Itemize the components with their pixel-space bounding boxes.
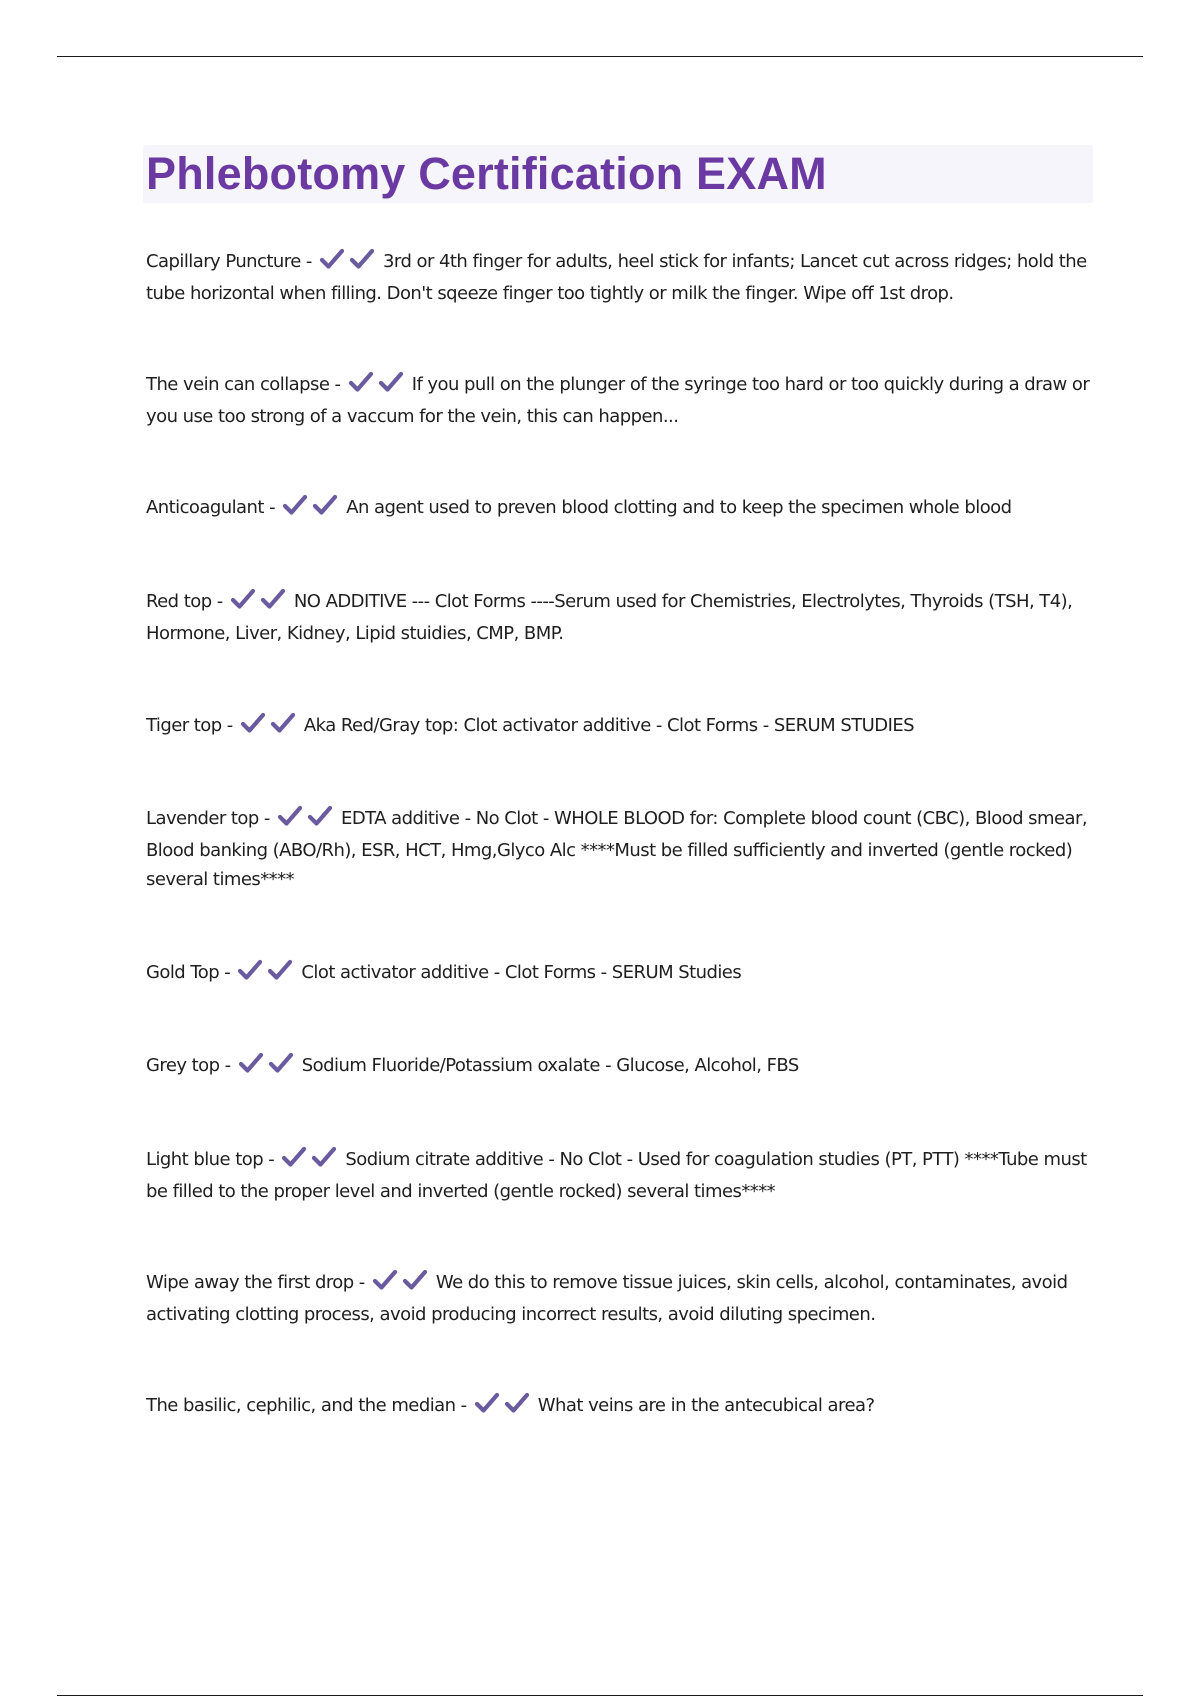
check-mark-path [405, 1272, 425, 1288]
check-icon [474, 1392, 500, 1414]
check-mark-path [270, 962, 290, 978]
double-check-icon [319, 248, 379, 279]
check-icon [281, 1146, 307, 1168]
check-icon [270, 712, 296, 734]
double-check-icon [474, 1392, 534, 1423]
check-mark-path [315, 497, 335, 513]
check-icon [504, 1392, 530, 1414]
entry-separator: - [219, 962, 236, 983]
flashcard-entry [146, 1051, 1098, 1083]
check-icon [267, 959, 293, 981]
check-icon [348, 371, 374, 393]
entry-term: Grey top [146, 1055, 220, 1076]
entry-definition: An agent used to preven blood clotting and to keep the specimen whole blood [346, 497, 1012, 518]
check-mark-path [271, 1055, 291, 1071]
double-check-icon [282, 494, 342, 525]
check-icon [319, 248, 345, 270]
check-icon [402, 1269, 428, 1291]
flashcard-entry [146, 370, 1098, 431]
check-mark-path [273, 715, 293, 731]
check-mark-path [233, 591, 253, 607]
check-icon [282, 494, 308, 516]
check-mark-path [381, 374, 401, 390]
check-mark-path [322, 251, 342, 267]
flashcard-entry [146, 711, 1098, 743]
double-check-icon [281, 1146, 341, 1177]
entry-separator: - [353, 1272, 370, 1293]
entry-separator: - [300, 251, 318, 272]
flashcard-entry [146, 804, 1098, 894]
flashcard-entry [146, 587, 1098, 648]
entry-separator: - [455, 1395, 472, 1416]
check-icon [268, 1052, 294, 1074]
entry-definition: What veins are in the antecubical area? [537, 1395, 875, 1416]
check-icon [238, 1052, 264, 1074]
entry-separator: - [258, 808, 276, 829]
check-icon [349, 248, 375, 270]
entry-term: Anticoagulant [146, 497, 264, 518]
check-mark-path [507, 1395, 527, 1411]
entry-definition: Clot activator additive - Clot Forms - SERUM Studies [301, 962, 742, 983]
entry-term: Capillary Puncture [146, 251, 301, 272]
check-mark-path [285, 497, 305, 513]
double-check-icon [348, 371, 408, 402]
double-check-icon [240, 712, 300, 743]
entry-term: Light blue top [146, 1149, 264, 1170]
check-mark-path [240, 962, 260, 978]
check-mark-path [280, 808, 300, 824]
entry-definition: EDTA additive - No Clot - WHOLE BLOOD for: Complete blood count (CBC), Blood smear, Blood banking (ABO/Rh), ESR, HCT, Hmg,Glyco Alc ****Must be filled sufficiently and inverted (gentle rocked) several times**** [146, 808, 1088, 890]
check-mark-path [351, 374, 371, 390]
entry-separator: - [219, 1055, 236, 1076]
check-icon [230, 588, 256, 610]
check-mark-path [477, 1395, 497, 1411]
check-icon [312, 494, 338, 516]
check-mark-path [352, 251, 372, 267]
entry-definition: NO ADDITIVE --- Clot Forms ----Serum used for Chemistries, Electrolytes, Thyroids (TSH, T4), Hormone, Liver, Kidney, Lipid stuidies, CMP, BMP. [146, 591, 1073, 644]
double-check-icon [237, 959, 297, 990]
check-icon [240, 712, 266, 734]
check-mark-path [310, 808, 330, 824]
entry-separator: - [263, 1149, 280, 1170]
check-icon [372, 1269, 398, 1291]
check-icon [311, 1146, 337, 1168]
entry-separator: - [263, 497, 281, 518]
entry-definition: Sodium citrate additive - No Clot - Used for coagulation studies (PT, PTT) ****Tube must be filled to the proper level and inverted (gentle rocked) several times**** [146, 1149, 1087, 1202]
check-mark-path [375, 1272, 395, 1288]
entry-term: Lavender top [146, 808, 259, 829]
flashcard-entry [146, 1145, 1098, 1206]
check-icon [237, 959, 263, 981]
double-check-icon [230, 588, 290, 619]
flashcard-entry [146, 958, 1098, 990]
entry-term: Tiger top [146, 715, 222, 736]
top-rule [57, 56, 1143, 57]
double-check-icon [277, 805, 337, 836]
entry-term: The vein can collapse [146, 374, 330, 395]
check-icon [378, 371, 404, 393]
check-mark-path [263, 591, 283, 607]
double-check-icon [372, 1269, 432, 1300]
entry-definition: We do this to remove tissue juices, skin cells, alcohol, contaminates, avoid activating clotting process, avoid producing incorrect results, avoid diluting specimen. [146, 1272, 1068, 1325]
flashcard-entry [146, 1268, 1098, 1329]
check-mark-path [314, 1149, 334, 1165]
check-mark-path [243, 715, 263, 731]
check-icon [277, 805, 303, 827]
entry-separator: - [221, 715, 238, 736]
entry-term: The basilic, cephilic, and the median [146, 1395, 456, 1416]
flashcard-entry [146, 1391, 1098, 1423]
bottom-rule [57, 1695, 1143, 1696]
flashcard-entry [146, 493, 1098, 525]
entry-term: Red top [146, 591, 212, 612]
entry-term: Gold Top [146, 962, 220, 983]
entry-definition: Sodium Fluoride/Potassium oxalate - Glucose, Alcohol, FBS [301, 1055, 799, 1076]
document-title: Phlebotomy Certification EXAM [146, 148, 827, 199]
check-icon [260, 588, 286, 610]
entry-definition: 3rd or 4th finger for adults, heel stick for infants; Lancet cut across ridges; hold the tube horizontal when filling. Don't sqeeze finger too tightly or milk the finger. Wipe off 1st drop. [146, 251, 1087, 304]
check-icon [307, 805, 333, 827]
check-mark-path [241, 1055, 261, 1071]
flashcard-entry [146, 247, 1098, 308]
double-check-icon [238, 1052, 298, 1083]
check-mark-path [284, 1149, 304, 1165]
entry-definition: If you pull on the plunger of the syringe too hard or too quickly during a draw or you use too strong of a vaccum for the vein, this can happen... [146, 374, 1090, 427]
entry-term: Wipe away the first drop [146, 1272, 354, 1293]
entry-separator: - [329, 374, 346, 395]
entry-definition: Aka Red/Gray top: Clot activator additive - Clot Forms - SERUM STUDIES [303, 715, 915, 736]
entry-separator: - [211, 591, 228, 612]
